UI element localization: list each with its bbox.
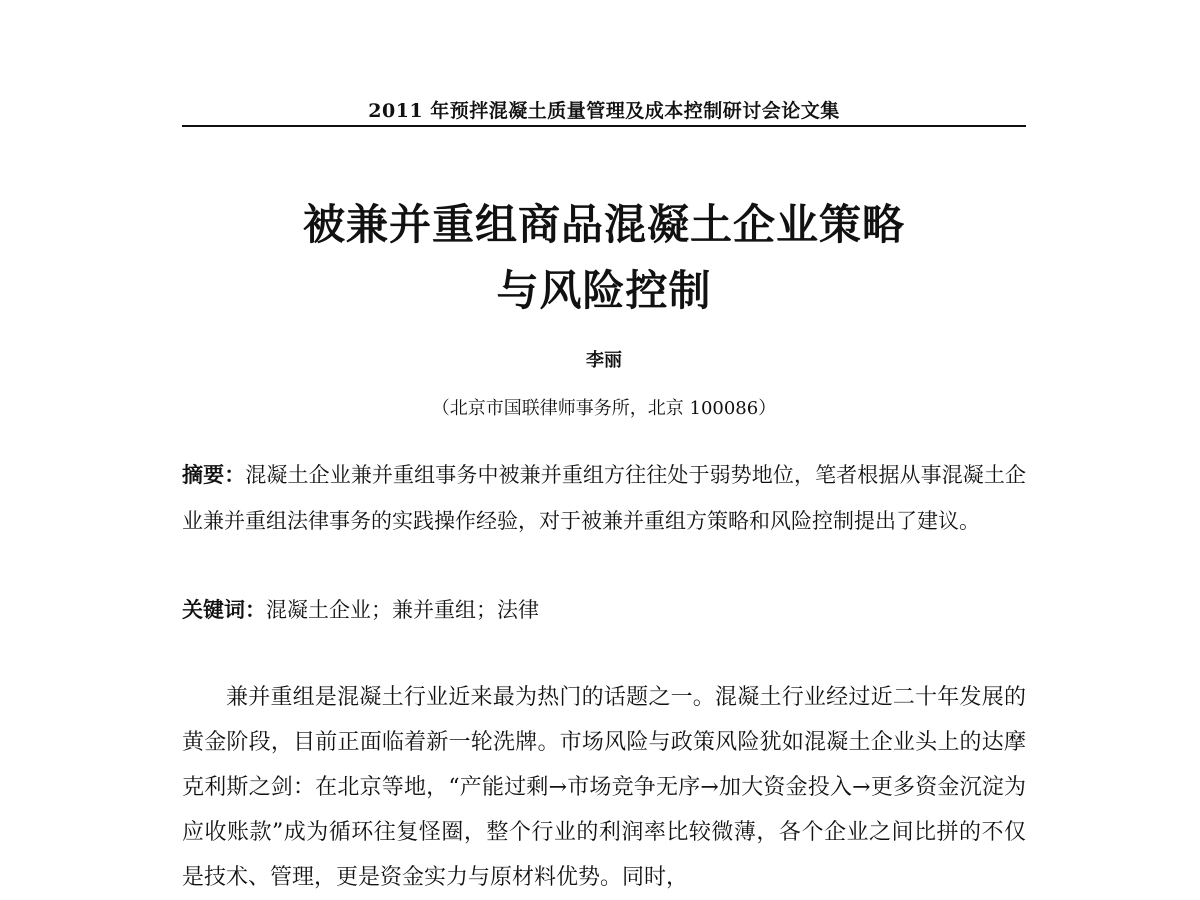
keywords xyxy=(182,590,1026,630)
keywords-label: 关键词： xyxy=(182,598,266,622)
author-name: 李丽 xyxy=(586,350,622,371)
author-affiliation: （北京市国联律师事务所，北京 100086） xyxy=(431,398,777,419)
running-header: 2011 年预拌混凝土质量管理及成本控制研讨会论文集 xyxy=(368,100,840,122)
header-rule xyxy=(182,125,1026,127)
article-title-line-1: 被兼并重组商品混凝土企业策略 xyxy=(302,200,905,249)
abstract-text: 混凝土企业兼并重组事务中被兼并重组方往往处于弱势地位，笔者根据从事混凝土企业兼并重组法律事务的实践操作经验，对于被兼并重组方策略和风险控制提出了建议。 xyxy=(182,463,1027,533)
abstract-label: 摘要： xyxy=(182,463,246,487)
body-paragraph: 兼并重组是混凝土行业近来最为热门的话题之一。混凝土行业经过近二十年发展的黄金阶段，目前正面临着新一轮洗牌。市场风险与政策风险犹如混凝土企业头上的达摩克利斯之剑：在北京等地，“产能过剩→市场竞争无序→加大资金投入→更多资金沉淀为应收账款”成为循环往复怪圈，整个行业的利润率比较微薄，各个企业之间比拼的不仅是技术、管理，更是资金实力与原材料优势。同时， xyxy=(182,685,1026,890)
abstract xyxy=(182,452,1026,544)
article-title-line-2: 与风险控制 xyxy=(496,266,712,315)
keywords-text: 混凝土企业；兼并重组；法律 xyxy=(266,598,539,622)
